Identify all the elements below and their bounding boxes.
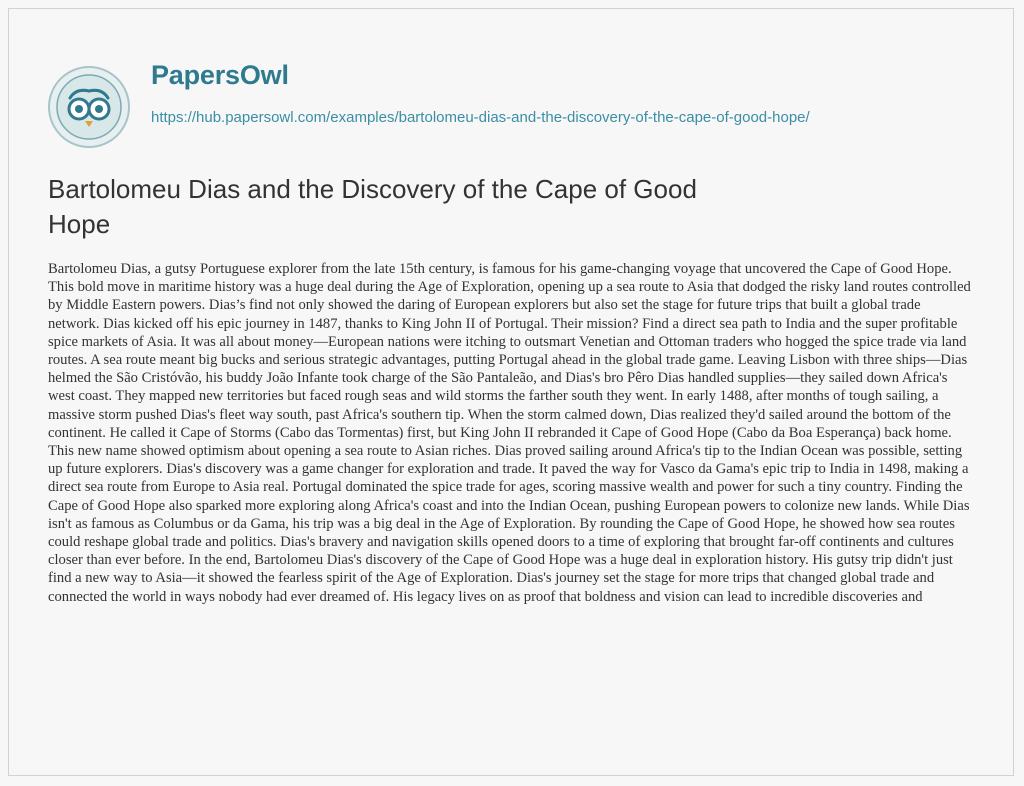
source-url-link[interactable]: https://hub.papersowl.com/examples/bartolomeu-dias-and-the-discovery-of-the-cape-of-good-hope/ (151, 109, 810, 126)
owl-logo-icon (48, 66, 130, 148)
brand-name: PapersOwl (151, 60, 289, 90)
header (48, 58, 988, 148)
article-body: Bartolomeu Dias, a gutsy Portuguese explorer from the late 15th century, is famous for his game-changing voyage that uncovered the Cape of Good Hope. This bold move in maritime history was a huge deal during the Age of Exploration, opening up a sea route to Asia that dodged the risky land routes controlled by Middle Eastern powers. Dias’s find not only showed the daring of European explorers but also set the stage for future trips that built a global trade network. Dias kicked off his epic journey in 1487, thanks to King John II of Portugal. Their mission? Find a direct sea path to India and the super profitable spice markets of Asia. It was all about money—European nations were itching to outsmart Venetian and Ottoman traders who hogged the spice trade via land routes. A sea route meant big bucks and serious strategic advantages, putting Portugal ahead in the global trade game. Leaving Lisbon with three ships—Dias helmed the São Cristóvão, his buddy João Infante took charge of the São Pantaleão, and Dias's bro Pêro Dias handled supplies—they sailed down Africa's west coast. They mapped new territories but faced rough seas and wild storms the farther south they went. In early 1488, after months of tough sailing, a massive storm pushed Dias's fleet way south, past Africa's southern tip. When the storm calmed down, Dias realized they'd sailed around the bottom of the continent. He called it Cape of Storms (Cabo das Tormentas) first, but King John II rebranded it Cape of Good Hope (Cabo da Boa Esperança) back home. This new name showed optimism about opening a sea route to Asian riches. Dias proved sailing around Africa's tip to the Indian Ocean was possible, setting up future explorers. Dias's discovery was a game changer for exploration and trade. It paved the way for Vasco da Gama's epic trip to India in 1498, making a direct sea route from Europe to Asia real. Portugal dominated the spice trade for ages, scoring massive wealth and power for such a tiny country. Finding the Cape of Good Hope also sparked more exploring along Africa's coast and into the Indian Ocean, pushing European powers to colonize new lands. While Dias isn't as famous as Columbus or da Gama, his trip was a big deal in the Age of Exploration. By rounding the Cape of Good Hope, he showed how sea routes could reshape global trade and politics. Dias's bravery and navigation skills opened doors to a time of exploring that brought far-off continents and cultures closer than ever before. In the end, Bartolomeu Dias's discovery of the Cape of Good Hope was a huge deal in exploration history. His gutsy trip didn't just find a new way to Asia—it showed the fearless spirit of the Age of Exploration. Dias's journey set the stage for more trips that changed global trade and connected the world in ways nobody had ever dreamed of. His legacy lives on as proof that boldness and vision can lead to incredible discoveries and (48, 261, 971, 605)
document-title: Bartolomeu Dias and the Discovery of the Cape of Good Hope (48, 174, 697, 239)
